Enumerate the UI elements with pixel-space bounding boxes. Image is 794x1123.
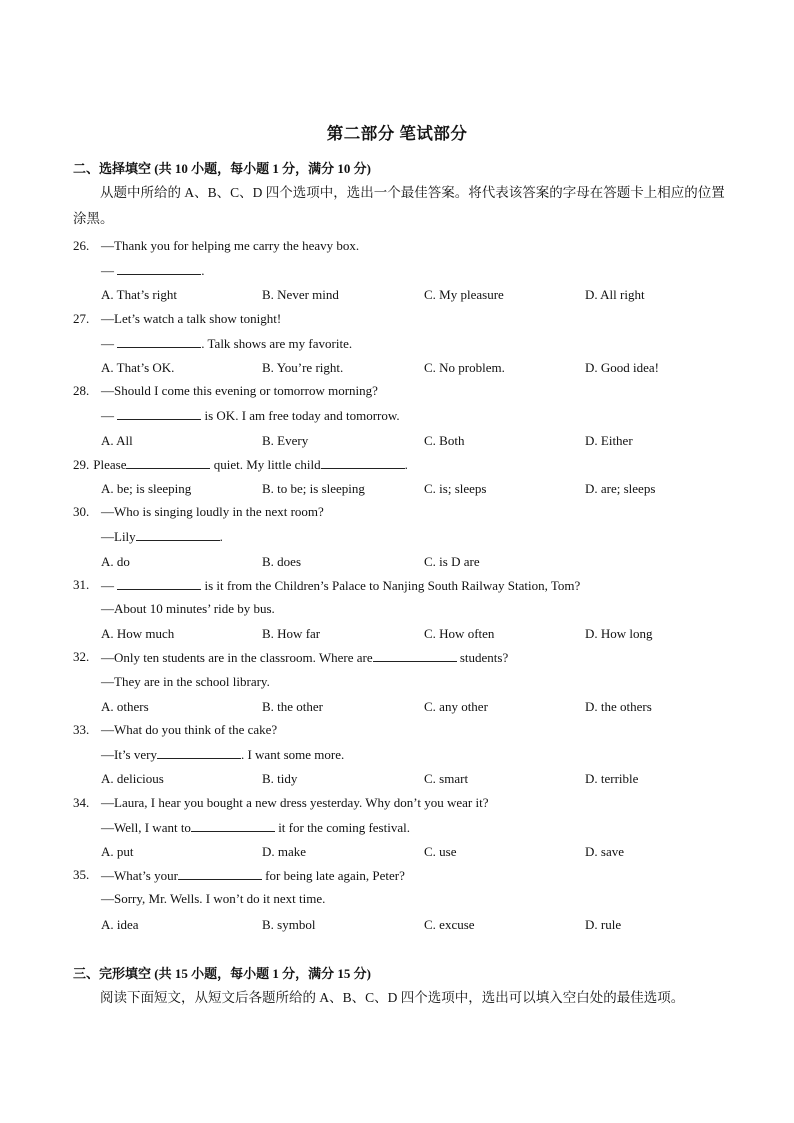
option-a: A. That’s OK. xyxy=(101,360,175,375)
text-fragment: — xyxy=(101,577,118,593)
answer-blank xyxy=(136,528,220,541)
section2-instruction: 从题中所给的 A、B、C、D 四个选项中，选出一个最佳答案。将代表该答案的字母在答题卡上相应的位置涂黑。 xyxy=(73,185,725,226)
option-a: A. idea xyxy=(101,916,139,932)
text-fragment: —What’s your xyxy=(101,868,178,884)
question-text xyxy=(101,407,400,424)
text-fragment: students? xyxy=(456,650,509,666)
question-text xyxy=(101,383,378,399)
question-text xyxy=(101,746,344,763)
text-fragment: —Who is singing loudly in the next room? xyxy=(101,504,324,520)
text-fragment: . xyxy=(219,529,223,545)
option-d: D. rule xyxy=(585,916,622,932)
text-fragment: — xyxy=(101,408,118,424)
option-a: A. be; is sleeping xyxy=(101,481,192,496)
text-fragment: quiet. My little child xyxy=(210,456,321,472)
answer-blank xyxy=(321,456,405,469)
question-text xyxy=(101,335,352,352)
option-b: B. symbol xyxy=(262,916,316,932)
option-b: B. How far xyxy=(262,626,321,642)
text-fragment: —Thank you for helping me carry the heavy box. xyxy=(101,238,360,253)
text-fragment: . xyxy=(404,456,408,472)
question-text xyxy=(101,577,580,594)
option-d: D. Either xyxy=(585,432,633,448)
text-fragment: . Talk shows are my favorite. xyxy=(201,335,353,351)
text-fragment: is it from the Children’s Palace to Nanjing South Railway Station, Tom? xyxy=(201,577,581,593)
option-c: C. How often xyxy=(424,626,495,642)
text-fragment: —About 10 minutes’ ride by bus. xyxy=(101,601,275,616)
answer-blank xyxy=(157,746,241,759)
text-fragment: —Only ten students are in the classroom. Where are xyxy=(101,650,373,666)
question-number: 31. xyxy=(73,576,90,592)
option-d: D. terrible xyxy=(585,771,639,787)
option-b: B. does xyxy=(262,553,301,569)
text-fragment: — xyxy=(101,263,118,279)
answer-blank xyxy=(178,867,262,880)
option-d: D. Good idea! xyxy=(585,360,660,375)
text-fragment: —Let’s watch a talk show tonight! xyxy=(101,310,282,326)
question-text xyxy=(101,601,275,617)
question-text xyxy=(101,262,205,279)
text-fragment: —They are in the school library. xyxy=(101,673,270,689)
answer-blank xyxy=(191,819,275,832)
question-number: 27. xyxy=(73,310,90,326)
option-c: C. any other xyxy=(424,698,488,714)
option-b: B. Every xyxy=(262,432,309,448)
text-fragment: —Should I come this evening or tomorrow morning? xyxy=(101,383,378,399)
option-c: C. smart xyxy=(424,771,469,787)
option-c: C. No problem. xyxy=(424,360,505,375)
text-fragment: —Lily xyxy=(101,529,136,545)
text-fragment: — xyxy=(101,335,118,351)
page-title: 第二部分 笔试部分 xyxy=(326,124,468,143)
question-text xyxy=(101,649,508,666)
question-text xyxy=(101,528,223,545)
question-text xyxy=(101,795,488,811)
text-fragment: —It’s very xyxy=(101,747,157,763)
text-fragment: for being late again, Peter? xyxy=(261,868,405,884)
text-fragment: —What do you think of the cake? xyxy=(101,722,278,737)
section2-heading: 二、选择填空 (共 10 小题，每小题 1 分，满分 10 分) xyxy=(73,161,371,176)
answer-blank xyxy=(126,456,210,469)
question-number: 34. xyxy=(73,794,90,810)
option-a: A. do xyxy=(101,553,130,569)
question-text xyxy=(101,311,281,327)
question-number: 29. xyxy=(73,456,90,472)
option-a: A. others xyxy=(101,698,149,714)
question-line xyxy=(73,456,408,473)
text-fragment: —Laura, I hear you bought a new dress yesterday. Why don’t you wear it? xyxy=(101,794,489,810)
text-fragment: . xyxy=(201,263,205,279)
option-b: B. to be; is sleeping xyxy=(262,481,365,496)
option-d: D. are; sleeps xyxy=(585,481,656,496)
question-number: 35. xyxy=(73,867,90,883)
question-text xyxy=(101,504,324,520)
option-b: B. Never mind xyxy=(262,287,339,303)
question-number: 32. xyxy=(73,649,90,665)
question-text xyxy=(101,722,277,738)
option-b: B. tidy xyxy=(262,771,298,787)
option-c: C. Both xyxy=(424,432,465,448)
option-c: C. is D are xyxy=(424,553,480,569)
question-text xyxy=(101,891,325,907)
text-fragment: —Sorry, Mr. Wells. I won’t do it next time. xyxy=(101,891,326,907)
question-number: 33. xyxy=(73,722,90,737)
option-b: B. You’re right. xyxy=(262,360,344,375)
option-a: A. put xyxy=(101,844,134,859)
section3-instruction: 阅读下面短文，从短文后各题所给的 A、B、C、D 四个选项中，选出可以填入空白处的最佳选项。 xyxy=(100,990,685,1005)
question-text xyxy=(101,867,405,884)
option-b: D. make xyxy=(262,844,307,859)
section3-heading: 三、完形填空 (共 15 小题，每小题 1 分，满分 15 分) xyxy=(73,966,371,981)
question-text xyxy=(93,457,408,472)
text-fragment: is OK. I am free today and tomorrow. xyxy=(201,408,400,424)
option-d: D. save xyxy=(585,844,624,859)
answer-blank xyxy=(117,577,201,590)
question-number: 30. xyxy=(73,504,90,520)
option-a: A. delicious xyxy=(101,771,164,787)
text-fragment: it for the coming festival. xyxy=(274,819,410,835)
text-fragment: —Well, I want to xyxy=(101,819,191,835)
option-c: C. is; sleeps xyxy=(424,481,487,496)
answer-blank xyxy=(117,407,201,420)
option-c: C. My pleasure xyxy=(424,287,504,303)
option-a: A. That’s right xyxy=(101,287,177,303)
answer-blank xyxy=(117,262,201,275)
option-c: C. excuse xyxy=(424,916,475,932)
option-a: A. All xyxy=(101,432,133,448)
question-number: 26. xyxy=(73,238,90,253)
text-fragment: Please xyxy=(93,456,127,472)
answer-blank xyxy=(373,649,457,662)
option-b: B. the other xyxy=(262,698,324,714)
answer-blank xyxy=(117,335,201,348)
option-d: D. the others xyxy=(585,698,652,714)
text-fragment: . I want some more. xyxy=(240,747,345,763)
option-d: D. All right xyxy=(585,287,645,303)
question-text xyxy=(101,674,270,690)
option-d: D. How long xyxy=(585,626,653,642)
question-text xyxy=(101,819,410,836)
option-c: C. use xyxy=(424,844,457,859)
option-a: A. How much xyxy=(101,626,175,642)
question-text xyxy=(101,238,359,254)
question-number: 28. xyxy=(73,383,90,399)
